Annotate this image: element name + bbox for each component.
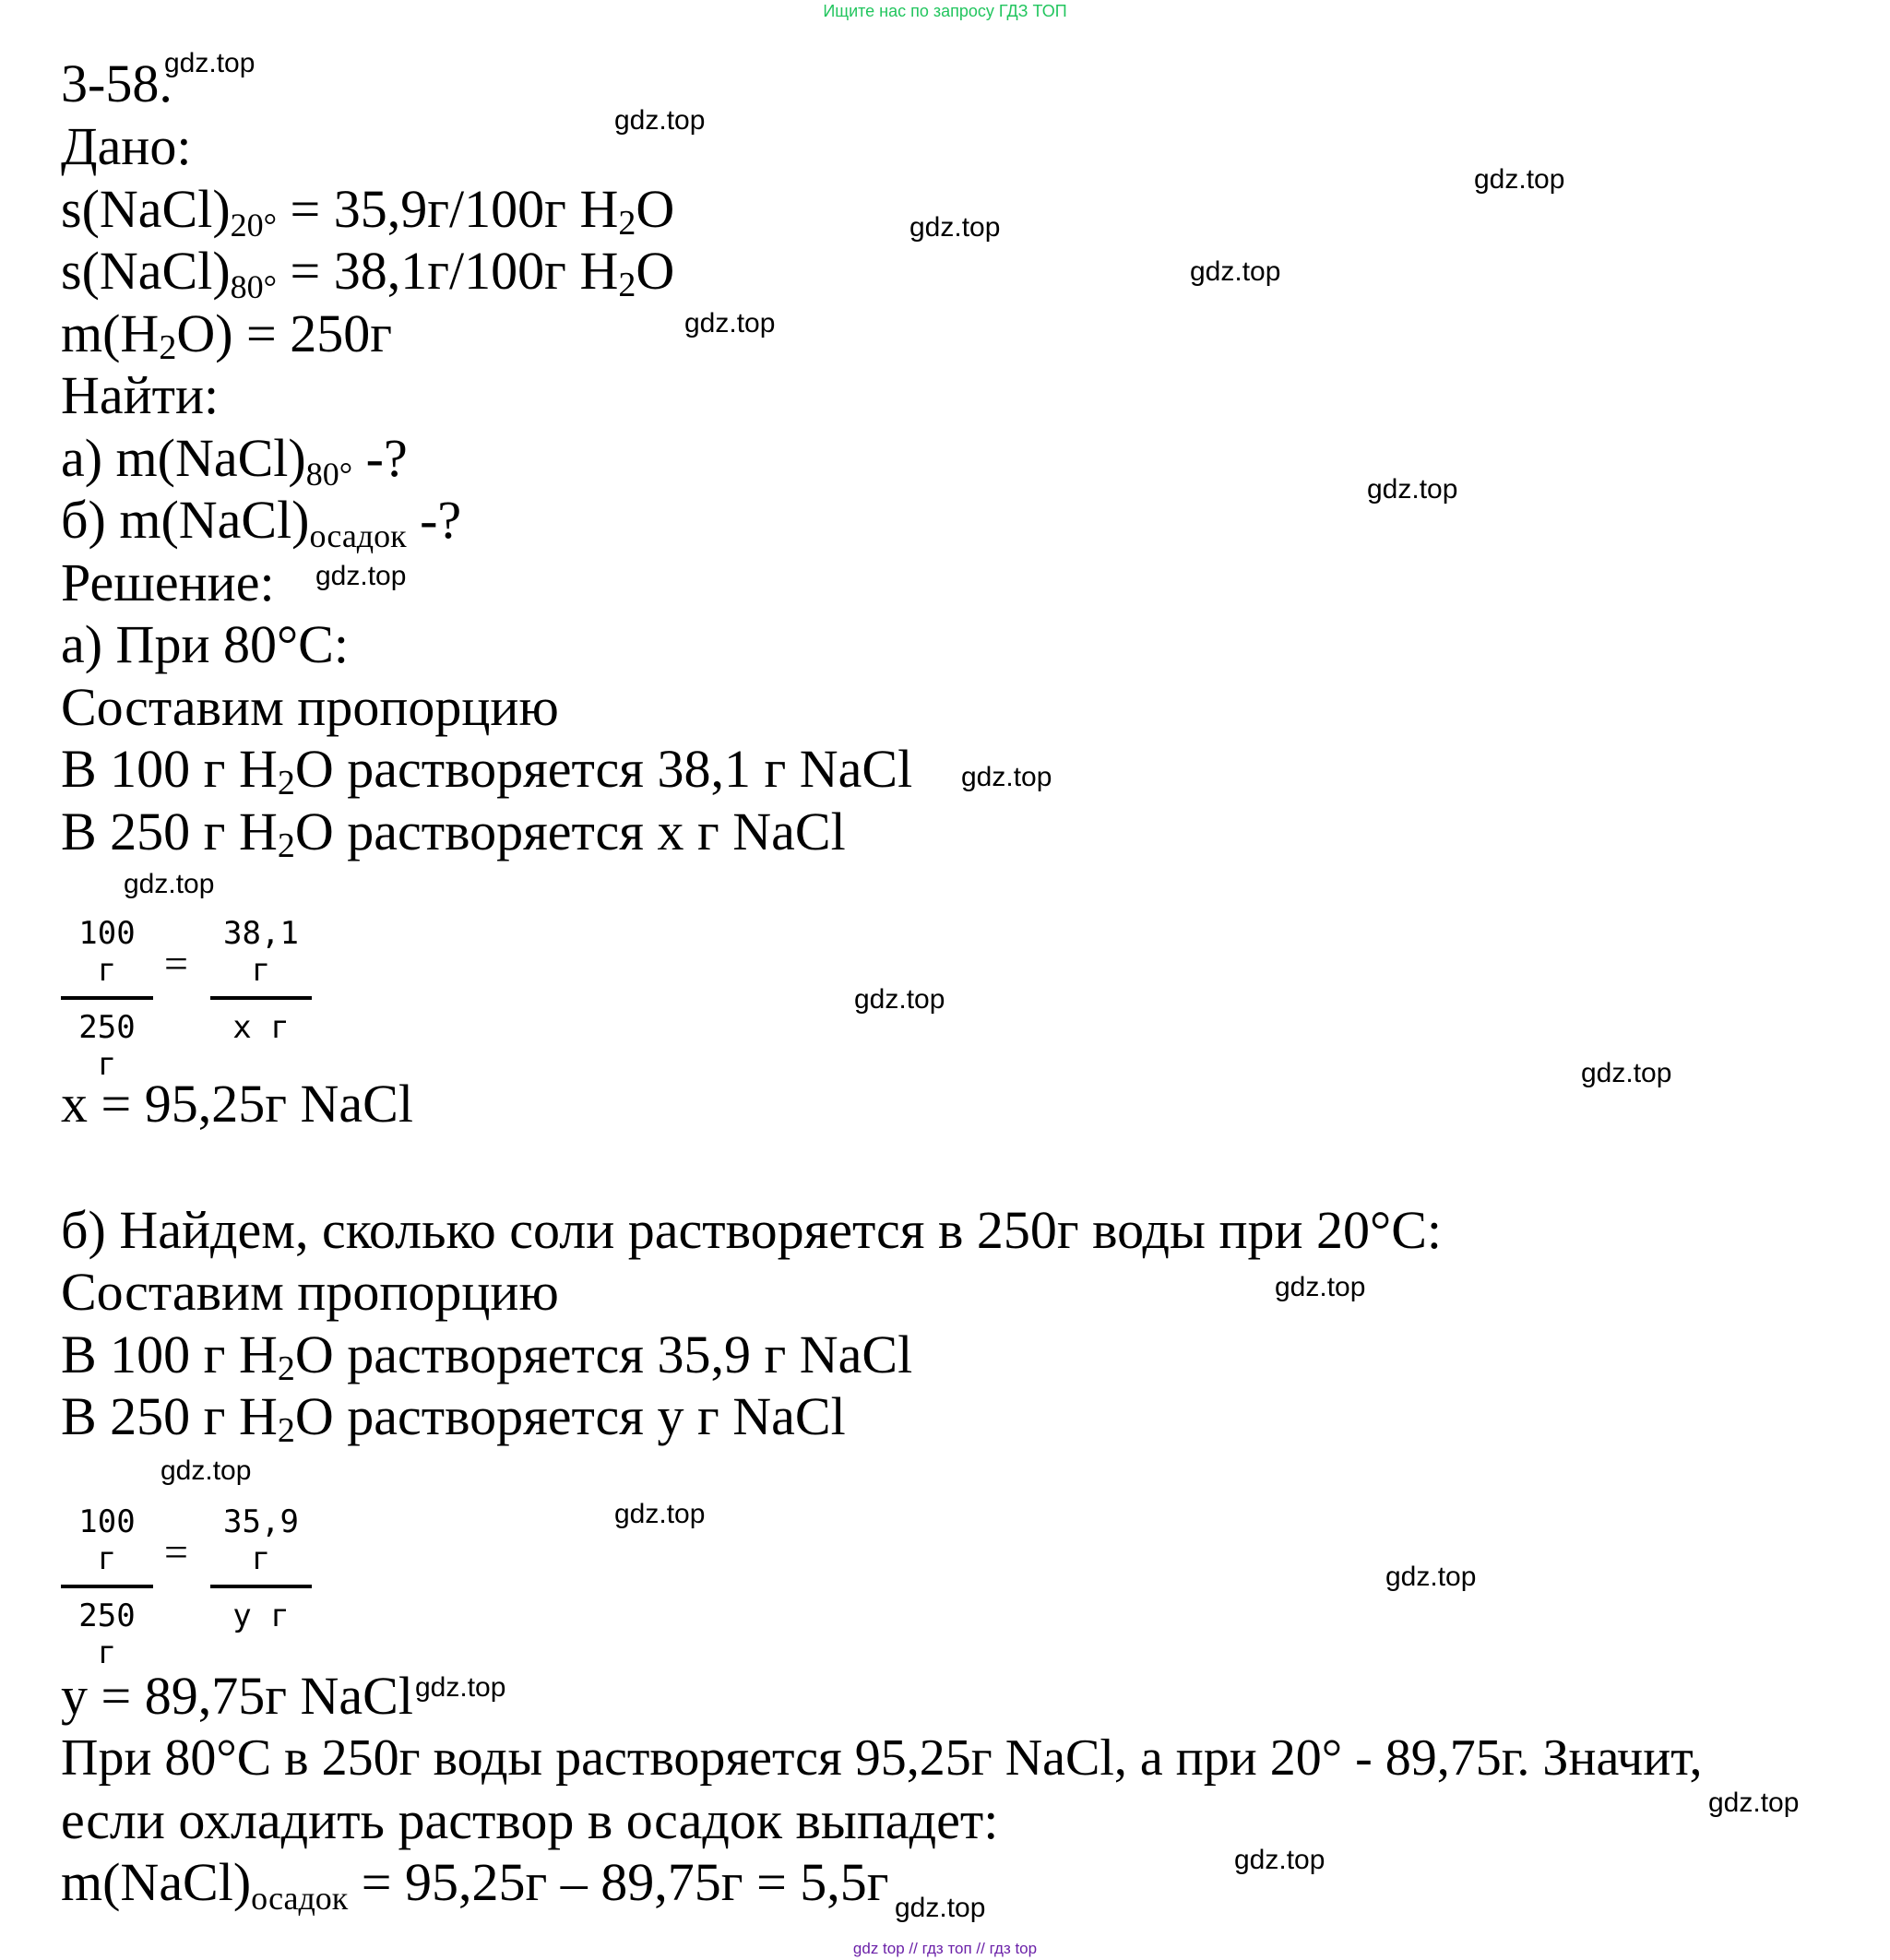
part-b-equals: = <box>164 1528 188 1575</box>
part-b-frac-left-numerator: 100 г <box>61 1503 153 1588</box>
watermark: gdz.top <box>895 1893 986 1923</box>
part-b-fraction-right <box>210 1503 312 1634</box>
watermark: gdz.top <box>684 308 776 339</box>
part-a-heading: а) При 80°С: <box>61 614 349 674</box>
given-line-3: m(H2O) = 250г <box>61 303 393 367</box>
watermark: gdz.top <box>1275 1272 1366 1302</box>
part-b-proportion: Составим пропорцию <box>61 1262 559 1322</box>
watermark: gdz.top <box>415 1672 506 1703</box>
part-b-line-2: В 250 г H2O растворяется y г NaCl <box>61 1386 846 1450</box>
part-b-frac-left-denominator: 250 г <box>78 1598 136 1671</box>
solution-label: Решение: <box>61 552 275 612</box>
part-a-frac-right-denominator: x г <box>232 1009 290 1046</box>
watermark: gdz.top <box>124 869 215 899</box>
watermark: gdz.top <box>160 1455 252 1486</box>
top-banner: Ищите нас по запросу ГДЗ ТОП <box>823 2 1067 20</box>
part-a-line-1: В 100 г H2O растворяется 38,1 г NaCl <box>61 739 913 802</box>
watermark: gdz.top <box>961 762 1052 792</box>
given-line-2: $s(NaCl)_{80^\circ} = 38,1г/100г$ H2O <box>61 241 675 305</box>
find-a: а) $m(NaCl)_{80^\circ}$ -? <box>61 428 408 493</box>
bottom-banner: gdz top // гдз топ // гдз top <box>852 1940 1038 1957</box>
part-b-line-1: В 100 г H2O растворяется 35,9 г NaCl <box>61 1324 913 1388</box>
watermark: gdz.top <box>854 984 945 1015</box>
watermark: gdz.top <box>1385 1562 1477 1592</box>
part-b-frac-right-denominator: y г <box>232 1598 290 1634</box>
watermark: gdz.top <box>1708 1788 1800 1818</box>
part-b-result: y = 89,75г NaCl <box>61 1666 413 1726</box>
watermark: gdz.top <box>1367 474 1458 505</box>
watermark: gdz.top <box>1234 1845 1325 1875</box>
watermark: gdz.top <box>614 1499 706 1529</box>
watermark: gdz.top <box>315 561 407 591</box>
part-b-conclusion-1: При 80°С в 250г воды растворяется 95,25г NaCl, а при 20° - 89,75г. Значит, <box>61 1729 1703 1787</box>
part-a-fraction-left <box>61 915 153 1083</box>
find-b: б) $m(NaCl)_{осадок}$ -? <box>61 490 462 554</box>
watermark: gdz.top <box>614 105 706 136</box>
part-a-fraction-right <box>210 915 312 1046</box>
watermark: gdz.top <box>1190 256 1281 287</box>
part-a-equals: = <box>164 940 188 987</box>
part-a-line-2: В 250 г H2O растворяется x г NaCl <box>61 802 846 865</box>
watermark: gdz.top <box>1581 1058 1672 1088</box>
given-label: Дано: <box>61 116 192 176</box>
part-a-proportion: Составим пропорцию <box>61 677 559 737</box>
part-a-result: x = 95,25г NaCl <box>61 1074 413 1134</box>
watermark: gdz.top <box>164 48 256 78</box>
part-b-heading: б) Найдем, сколько соли растворяется в 250г воды при 20°С: <box>61 1200 1443 1260</box>
find-label: Найти: <box>61 365 220 425</box>
watermark: gdz.top <box>909 212 1001 243</box>
part-b-conclusion-2: если охладить раствор в осадок выпадет: <box>61 1790 999 1850</box>
part-b-fraction-left <box>61 1503 153 1671</box>
part-a-frac-left-denominator: 250 г <box>78 1009 136 1083</box>
part-a-frac-left-numerator: 100 г <box>61 915 153 1000</box>
problem-number: 3-58. <box>61 53 172 113</box>
watermark: gdz.top <box>1474 164 1565 195</box>
given-line-1: $s(NaCl)_{20^\circ} = 35,9г/100г$ H2O <box>61 179 675 244</box>
part-b-frac-right-numerator: 35,9 г <box>210 1503 312 1588</box>
part-b-final: $m(NaCl)_{осадок} = 95,25г - 89,75г = 5,5г$ <box>61 1852 889 1917</box>
part-a-frac-right-numerator: 38,1 г <box>210 915 312 1000</box>
